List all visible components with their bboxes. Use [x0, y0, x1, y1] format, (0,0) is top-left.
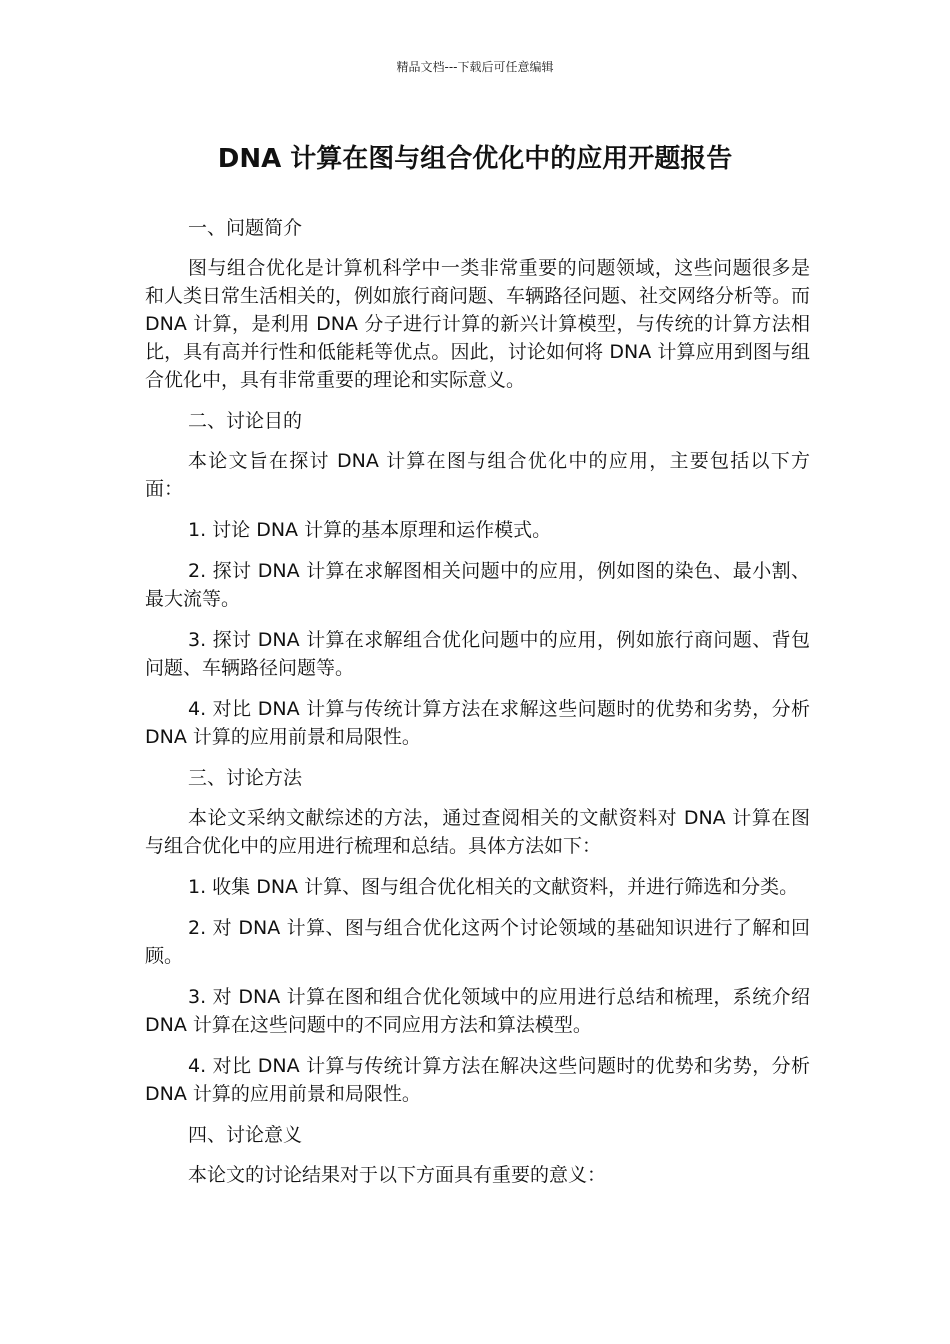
list-item-method-3: 3. 对 DNA 计算在图和组合优化领域中的应用进行总结和梳理，系统介绍 DNA 计算在这些问题中的不同应用方法和算法模型。 [145, 986, 810, 1036]
paragraph-problem-intro: 图与组合优化是计算机科学中一类非常重要的问题领域，这些问题很多是和人类日常生活相关的，例如旅行商问题、车辆路径问题、社交网络分析等。而 DNA 计算，是利用 DNA 分子进行计算的新兴计算模型，与传统的计算方法相比，具有高并行性和低能耗等优点。因此，讨论如何将 DNA 计算应用到图与组合优化中，具有非常重要的理论和实际意义。 [145, 257, 811, 391]
list-item-method-2: 2. 对 DNA 计算、图与组合优化这两个讨论领域的基础知识进行了解和回顾。 [145, 917, 810, 967]
list-item-purpose-1: 1. 讨论 DNA 计算的基本原理和运作模式。 [188, 519, 552, 541]
section-heading-problem-intro: 一、问题简介 [188, 217, 303, 239]
paragraph-method-intro: 本论文采纳文献综述的方法，通过查阅相关的文献资料对 DNA 计算在图与组合优化中的应用进行梳理和总结。具体方法如下： [145, 807, 810, 857]
header-note: 精品文档---下载后可任意编辑 [396, 60, 554, 74]
list-item-purpose-4: 4. 对比 DNA 计算与传统计算方法在求解这些问题时的优势和劣势，分析 DNA 计算的应用前景和局限性。 [145, 698, 810, 748]
list-item-purpose-2: 2. 探讨 DNA 计算在求解图相关问题中的应用，例如图的染色、最小割、最大流等。 [145, 560, 810, 610]
document-body [145, 214, 810, 1202]
list-item-method-4: 4. 对比 DNA 计算与传统计算方法在解决这些问题时的优势和劣势，分析 DNA 计算的应用前景和局限性。 [145, 1055, 810, 1105]
paragraph-purpose-intro: 本论文旨在探讨 DNA 计算在图与组合优化中的应用，主要包括以下方面： [145, 450, 810, 500]
section-heading-purpose: 二、讨论目的 [188, 410, 303, 432]
document-title: DNA 计算在图与组合优化中的应用开题报告 [217, 144, 733, 174]
paragraph-significance-intro: 本论文的讨论结果对于以下方面具有重要的意义： [188, 1164, 607, 1186]
list-item-purpose-3: 3. 探讨 DNA 计算在求解组合优化问题中的应用，例如旅行商问题、背包问题、车辆路径问题等。 [145, 629, 810, 679]
list-item-method-1: 1. 收集 DNA 计算、图与组合优化相关的文献资料，并进行筛选和分类。 [188, 876, 799, 898]
section-heading-significance: 四、讨论意义 [188, 1124, 303, 1146]
section-heading-method: 三、讨论方法 [188, 767, 303, 789]
